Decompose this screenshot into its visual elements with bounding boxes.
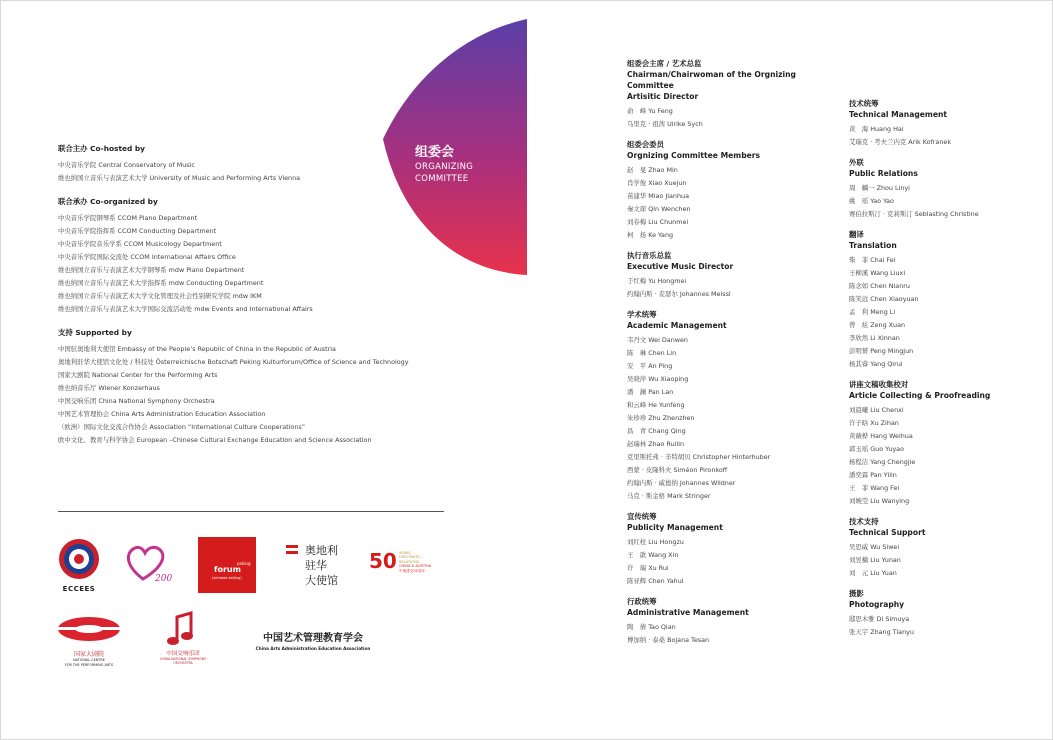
list-item: 维也纳国立音乐与表演艺术大学 University of Music and Performing Arts Vienna [58, 174, 301, 182]
section-title-en: Translation [849, 241, 897, 250]
list-item: 郭玉瑶 Guo Yuyao [849, 445, 904, 453]
section-title-cn: 宣传统筹 [627, 512, 657, 521]
list-item: 陈念如 Chen Nianru [849, 282, 910, 290]
list-item: 博加纳 · 泰桑 Bojana Tesan [627, 636, 710, 644]
list-item: 欧中文化、教育与科学协会 European –Chinese Cultural Exchange Education and Science Association [58, 436, 372, 444]
list-item: 韦丹文 Wei Danwen [627, 336, 688, 344]
section-title-cn: 技术支持 [849, 517, 879, 526]
section-title: 支持 Supported by [58, 328, 132, 337]
cnso-cn-label: 中国交响乐团 [166, 651, 200, 657]
list-item: 王 菲 Wang Fei [849, 484, 900, 492]
divider [58, 511, 444, 512]
list-item: 刘红柱 Liu Hongzu [627, 538, 684, 546]
ncpa-emblem-icon [56, 615, 122, 643]
list-item: 刘春梅 Liu Chunmei [627, 218, 689, 226]
list-item: 黄 海 Huang Hai [849, 125, 904, 133]
eccees-emblem-icon [57, 537, 101, 581]
anniversary-line: YEARS [399, 551, 411, 555]
eccees-logo [57, 537, 101, 593]
header-title: 组委会 [415, 145, 455, 160]
svg-text:200: 200 [155, 574, 173, 584]
embassy-line: 大使馆 [305, 574, 338, 587]
committee-section [849, 158, 1039, 221]
forum-sup-label: peking [237, 561, 251, 566]
list-item: 王柳溪 Wang Liuxi [849, 269, 906, 277]
section-title-cn: 翻译 [849, 230, 864, 239]
list-item: 刘婉莹 Liu Wanying [849, 497, 910, 505]
list-item: 刘昱楠 Liu Yunan [849, 556, 901, 564]
cnso-music-note-icon [151, 611, 215, 645]
list-item: 刘 元 Liu Yuan [849, 569, 897, 577]
section-title-cn: 技术统筹 [849, 99, 879, 108]
list-item: 中国驻奥地利大使馆 Embassy of the People’s Republic of China in the Republic of Austria [58, 345, 336, 353]
embassy-line: 奥地利 [305, 544, 338, 557]
list-item: （欧洲）国际文化交流合作协会 Association “International Culture Cooperations” [58, 423, 306, 431]
section-title-cn: 执行音乐总监 [627, 251, 672, 260]
list-item: 许子晗 Xu Zihan [849, 419, 899, 427]
section-title-cn: 行政统筹 [627, 597, 657, 606]
list-item: 约翰内斯 · 威德纳 Johannes Wildner [627, 479, 736, 487]
section-title-cn: 外联 [849, 158, 864, 167]
section-title-en: Technical Support [849, 528, 926, 537]
list-item: 赵瑞林 Zhao Ruilin [627, 440, 685, 448]
list-item: 秦文琛 Qin Wenchen [627, 205, 691, 213]
section-title-en: Publicity Management [627, 523, 723, 532]
list-item: 杨程洁 Yang Chengjie [849, 458, 916, 466]
forum-sub-label: (achbota beijing) [212, 576, 242, 580]
section-title-cn: 学术统筹 [627, 310, 657, 319]
section-title-en: Article Collecting & Proofreading [849, 391, 991, 400]
list-item: 维也纳国立音乐与表演艺术大学钢琴系 mdw Piano Department [58, 266, 245, 274]
list-item: 维也纳国立音乐与表演艺术大学国际交流活动处 mdw Events and International Affairs [58, 305, 313, 313]
committee-section [627, 597, 837, 647]
list-item: 中央音乐学院钢琴系 CCOM Piano Department [58, 214, 198, 222]
list-item: 中国交响乐团 China National Symphony Orchestra [58, 397, 215, 405]
forum-label: forum [214, 565, 241, 574]
section-title-en: Photography [849, 600, 905, 609]
list-item: 中央音乐学院音乐学系 CCOM Musicology Department [58, 240, 222, 248]
list-item: 孟 利 Meng Li [849, 308, 896, 316]
committee-section [849, 230, 1039, 371]
eccees-label: ECCEES [62, 585, 96, 593]
anniversary-line: 中奥建交50周年 [399, 568, 426, 573]
list-item: 柯 扬 Ke Yang [627, 231, 674, 239]
list-item: 于红梅 Yu Hongmei [627, 277, 687, 285]
committee-section [849, 99, 1039, 149]
ncpa-cn-label: 国家大剧院 [73, 651, 104, 658]
list-item: 许 瑞 Xu Rui [627, 564, 669, 572]
list-item: 陈亚辉 Chen Yahui [627, 577, 684, 585]
anniversary-logo [369, 549, 449, 583]
list-item: 艾瑞克 · 考夫兰内克 Arik Kofranek [849, 138, 952, 146]
heart-icon [123, 541, 177, 585]
list-item: 马克 · 斯金格 Mark Stringer [627, 492, 711, 500]
list-item: 西蒙 · 皮隆科夫 Siméon Pironkoff [627, 466, 728, 474]
section-title-en: Technical Management [849, 110, 948, 119]
section-title-en: Chairman/Chairwoman of the Orgnizing Committee [627, 70, 796, 90]
section-title-cn: 组委会主席 / 艺术总监 [627, 59, 702, 68]
austria-flag-icon [286, 545, 298, 554]
committee-section [627, 251, 837, 301]
list-item: 赵 旻 Zhao Min [627, 166, 678, 174]
anniversary-text [399, 551, 431, 573]
list-item: 柴 菲 Chai Fei [849, 256, 896, 264]
list-item: 维也纳国立音乐与表演艺术大学文化管理及社会性别研究学院 mdw IKM [58, 292, 262, 300]
list-item: 苗建华 Miao Jianhua [627, 192, 689, 200]
list-item: 安 平 An Ping [627, 362, 673, 370]
cnso-logo [151, 611, 215, 667]
section-title-cn: 组委会委员 [627, 140, 664, 149]
list-item: 中央音乐学院国际交流处 CCOM International Affairs Office [58, 253, 236, 261]
anniversary-line: RELATIONS [399, 559, 420, 564]
list-item: 曾 炫 Zeng Xuan [849, 321, 906, 329]
list-item: 彭明赟 Peng Mingjun [849, 347, 914, 355]
header-subtitle-line: COMMITTEE [415, 174, 469, 184]
list-item: 李欣然 Li Xinnan [849, 334, 900, 342]
caaea-en-label: China Arts Administration Education Association [255, 646, 371, 651]
list-item: 乌里克 · 祖茜 Ulrike Sych [627, 120, 703, 128]
list-item: 维也纳音乐厅 Wiener Konzerhaus [58, 384, 160, 392]
section-title-cn: 讲座文稿收集校对 [849, 380, 909, 389]
section-title-cn: 摄影 [849, 589, 864, 598]
list-item: 肖学俊 Xiao Xuejun [627, 179, 687, 187]
ncpa-logo [56, 615, 122, 671]
section-title-en: Orgnizing Committee Members [627, 151, 761, 160]
list-item: 中国艺术管理协会 China Arts Administration Education Association [58, 410, 266, 418]
list-item: 陈笑远 Chen Xiaoyuan [849, 295, 919, 303]
cnso-en-label-2: ORCHESTRA [173, 661, 193, 666]
forum-logo [198, 537, 256, 593]
list-item: 昌 青 Chang Qing [627, 427, 686, 435]
list-item: 杨其睿 Yang Qirui [849, 360, 903, 368]
list-item: 张天宇 Zhang Tianyu [849, 628, 914, 636]
anniversary-line: DIPLOMATIC [399, 555, 421, 560]
committee-section [849, 589, 1039, 639]
anniversary-number: 50 [369, 549, 397, 573]
cnso-en-label-1: CHINA NATIONAL SYMPHONY [159, 657, 207, 661]
section-title: 联合承办 Co-organized by [58, 197, 158, 206]
ncpa-en-label-1: NATIONAL CENTRE [73, 658, 105, 662]
list-item: 王 歆 Wang Xin [627, 551, 679, 559]
left-column [58, 144, 458, 447]
list-item: 俞 峰 Yu Feng [627, 107, 673, 115]
section-title-en: Administrative Management [627, 608, 749, 617]
list-item: 陈 琳 Chen Lin [627, 349, 677, 357]
middle-column [627, 59, 837, 647]
list-item: 约翰内斯 · 麦瑟尔 Johannes Meissl [627, 290, 731, 298]
list-item: 刘晨曦 Liu Chenxi [849, 406, 904, 414]
list-item: 国家大剧院 National Center for the Performing Arts [58, 371, 218, 379]
list-item: 赛伯拉斯汀 · 克莉斯汀 Seblasting Christine [849, 210, 979, 218]
list-item: 维也纳国立音乐与表演艺术大学指挥系 mdw Conducting Department [58, 279, 264, 287]
list-item: 中央音乐学院 Central Conservatory of Music [58, 161, 195, 169]
list-item: 姚 瑶 Yao Yao [849, 197, 894, 205]
section-title-en: Academic Management [627, 321, 727, 330]
list-item: 和云峰 He Yunfeng [627, 401, 685, 409]
list-item: 潘 澜 Pan Lan [627, 388, 674, 396]
list-item: 克里斯托弗 · 辛特胡贝 Christopher Hinterhuber [627, 453, 771, 461]
header-subtitle-line: ORGANIZING [415, 162, 474, 172]
committee-section [849, 380, 1039, 508]
committee-section [627, 512, 837, 588]
austrian-embassy-logo [283, 541, 353, 593]
section-title-en: Artisitic Director [627, 92, 699, 101]
committee-section [627, 310, 837, 503]
embassy-text [305, 543, 338, 588]
section-title-en: Public Relations [849, 169, 918, 178]
list-item: 吴晓萍 Wu Xiaoping [627, 375, 689, 383]
list-item: 中央音乐学院指挥系 CCOM Conducting Department [58, 227, 217, 235]
list-item: 吴思威 Wu Siwei [849, 543, 900, 551]
list-item: 潘奕霖 Pan Yilin [849, 471, 897, 479]
ncpa-en-label-2: FOR THE PERFORMING ARTS [64, 662, 114, 667]
committee-section [627, 140, 837, 242]
list-item: 周 麟一 Zhou Linyi [849, 184, 910, 192]
section-title-en: Executive Music Director [627, 262, 734, 271]
list-item: 奥地利驻华大使馆文化处 / 科技处 Österreichische Botschaft Peking Kulturforum/Office of Science and Technology [58, 358, 409, 366]
right-column [849, 99, 1039, 639]
list-item: 朱珍珍 Zhu Zhenzhen [627, 414, 695, 422]
committee-section [627, 59, 837, 131]
caaea-cn-label: 中国艺术管理教育学会 [263, 633, 363, 644]
section-title: 联合主办 Co-hosted by [58, 144, 145, 153]
list-item: 黄薇桦 Hang Weihua [849, 432, 913, 440]
list-item: 陶 倩 Tao Qian [627, 623, 676, 631]
anniversary-line: CHINA & AUSTRIA [399, 564, 432, 569]
list-item: 邸思木雅 Di Simuya [849, 615, 910, 623]
embassy-line: 驻华 [305, 559, 327, 572]
caaea-logo [251, 629, 375, 657]
committee-section [849, 517, 1039, 580]
heart-200-logo [123, 541, 177, 585]
